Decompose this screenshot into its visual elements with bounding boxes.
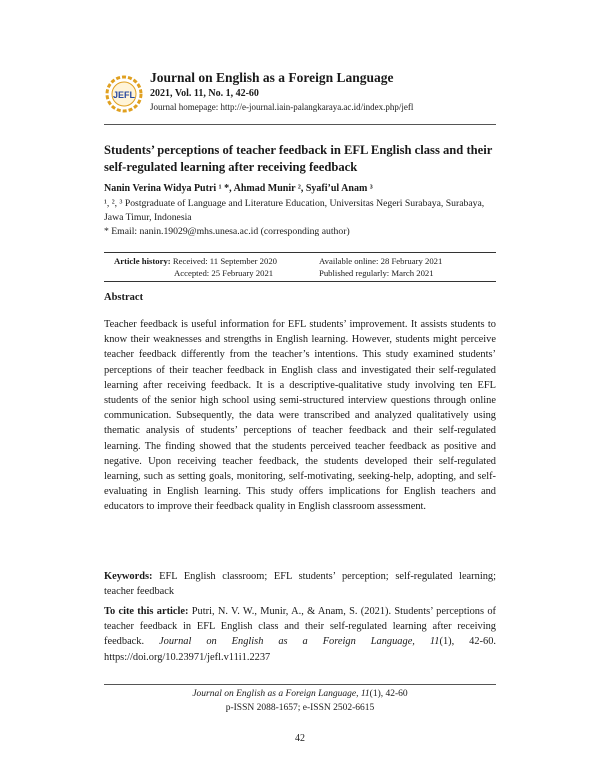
citation-text-a: Putri, N. V. W., Munir, A., & Anam, S. (2021). Students’ perceptions of teacher feedback in EFL English class and their self-regulated learning after receiving feedback. [104, 606, 496, 648]
abstract-heading: Abstract [104, 292, 144, 303]
citation [104, 604, 496, 665]
page-footer [104, 688, 496, 715]
journal-issue: 2021, Vol. 11, No. 1, 42-60 [150, 88, 259, 99]
abstract-text: Teacher feedback is useful information for EFL students’ improvement. It assists students to know their weaknesses and strengths in English learning. However, students might perceive teacher feedback differently from the teacher’s intentions. This study examined students’ perceptions of their teacher feedback in English class and investigated their self-regulated learning after receiving feedback. It is a descriptive-qualitative study involving ten EFL students of the senior high school using semi-structured interview questions through online communication. Subsequently, the data were transcribed and analyzed qualitatively using thematic analysis of students’ perceptions of teacher feedback and their self-regulated learning. The finding showed that the students perceived teacher feedback as positive and negative. Upon receiving teacher feedback, the students developed their self-regulated learning, such as setting goals, monitoring, self-motivating, seeking-help, adopting, and self-evaluating in English learning. This study offers implications for English teachers and educators to improve their feedback quality in English classroom assessment. [104, 319, 496, 513]
history-line-1 [114, 256, 277, 266]
footer-journal-rest: (1), 42-60 [369, 689, 408, 699]
history-label: Article history: [114, 256, 173, 266]
footer-journal-line [104, 688, 496, 702]
author-email: * Email: nanin.19029@mhs.unesa.ac.id (corresponding author) [104, 226, 350, 237]
keywords [104, 569, 496, 599]
history-available: Available online: 28 February 2021 [319, 256, 443, 266]
citation-journal: Journal on English as a Foreign Language, 11 [159, 636, 440, 648]
history-published: Published regularly: March 2021 [319, 268, 434, 278]
svg-text:JEFL: JEFL [112, 90, 136, 100]
footer-issn: p-ISSN 2088-1657; e-ISSN 2502-6615 [225, 702, 375, 713]
homepage-link[interactable]: http://e-journal.iain-palangkaraya.ac.id/index.php/jefl [220, 102, 414, 112]
citation-label: To cite this article: [104, 606, 189, 617]
journal-logo [104, 74, 144, 114]
page-number: 42 [295, 733, 305, 744]
homepage-label: Journal homepage: [150, 102, 221, 112]
journal-homepage [150, 102, 413, 112]
header-divider [104, 124, 496, 125]
article-title: Students’ perceptions of teacher feedback in EFL English class and their self-regulated learning after receiving feedback [104, 143, 493, 174]
footer-divider [104, 684, 496, 685]
keywords-label: Keywords: [104, 571, 153, 582]
footer-journal: Journal on English as a Foreign Language, 11 [192, 689, 370, 699]
article-history-box [104, 252, 496, 282]
citation-text-b: (1), 42-60. https://doi.org/10.23971/jefl.v11i1.2237 [104, 636, 496, 663]
author-affiliation: ¹, ², ³ Postgraduate of Language and Literature Education, Universitas Negeri Surabaya, Surabaya, Jawa Timur, Indonesia [104, 198, 485, 223]
history-received: Received: 11 September 2020 [172, 256, 278, 266]
history-accepted: Accepted: 25 February 2021 [174, 268, 274, 278]
keywords-text: EFL English classroom; EFL students’ perception; self-regulated learning; teacher feedback [104, 571, 496, 598]
article-authors: Nanin Verina Widya Putri ¹ *, Ahmad Munir ², Syafi’ul Anam ³ [104, 183, 373, 194]
journal-name: Journal on English as a Foreign Language [150, 70, 394, 85]
